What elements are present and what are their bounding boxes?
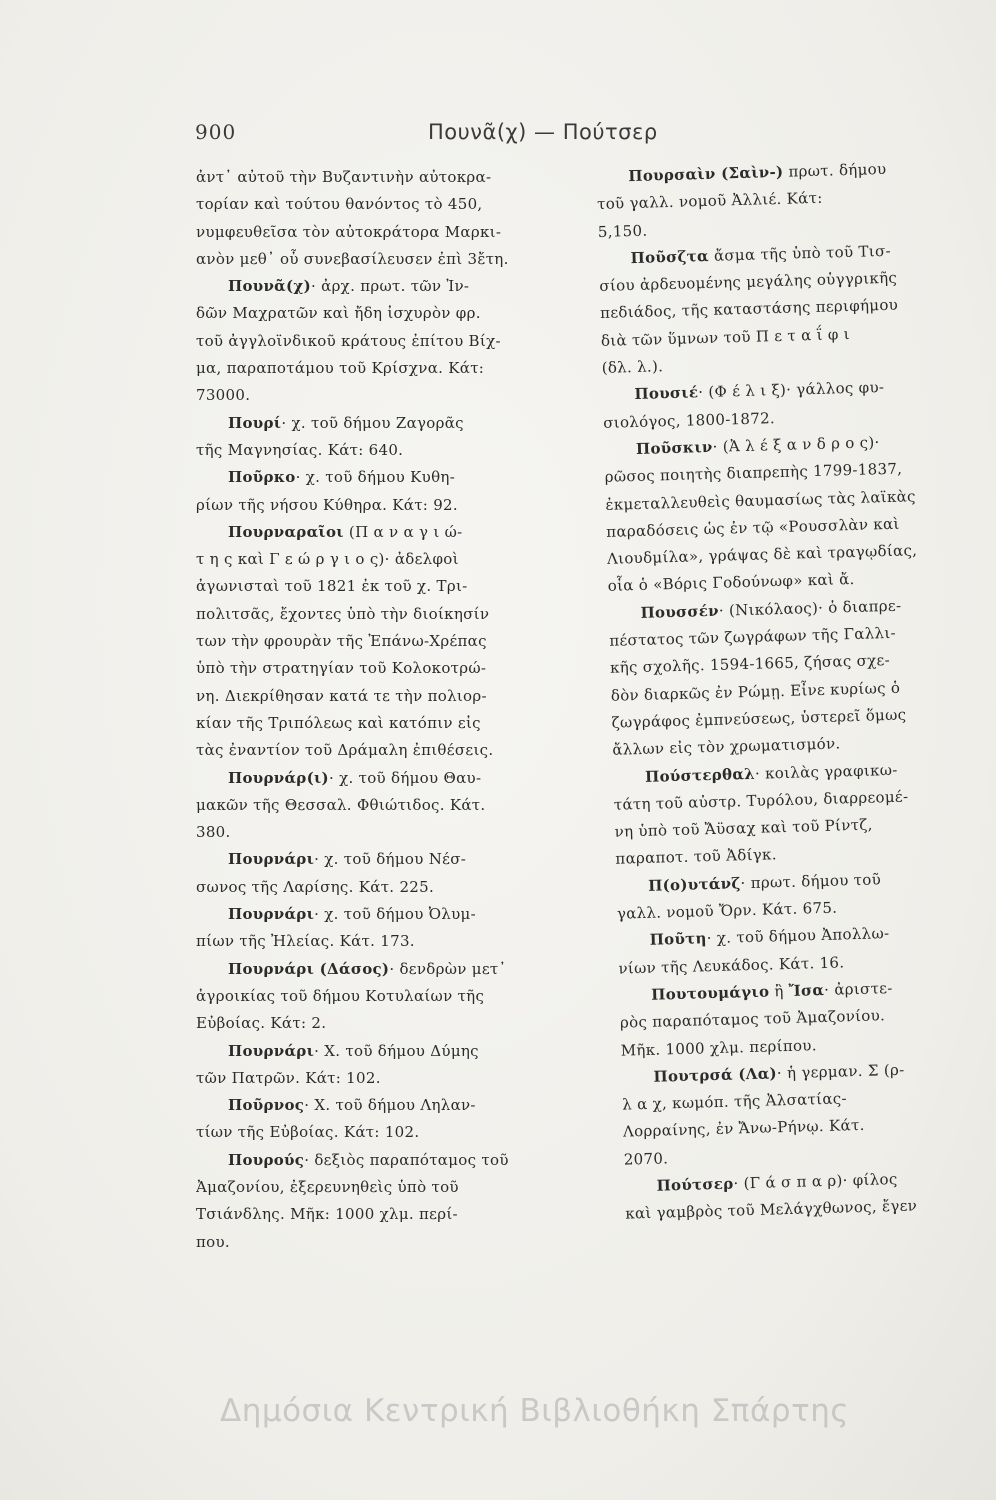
entry-text: · πρωτ. δήμου τοῦ <box>740 870 882 892</box>
text-line <box>196 328 576 355</box>
text-line <box>196 492 576 519</box>
entry-text: ἐκμεταλλευθεὶς θαυμασίως τὰς λαϊκὰς <box>605 486 916 514</box>
text-line <box>196 737 576 764</box>
entry-headword: Ἴσα <box>788 980 825 1000</box>
entry-text: Τσιάνδλης. Μῆκ: 1000 χλμ. περί- <box>196 1205 458 1224</box>
entry-text: · ἀρχ. πρωτ. τῶν Ἰν- <box>311 277 470 296</box>
entry-headword: Πουτουμάγιο <box>650 982 770 1004</box>
text-line <box>196 382 576 409</box>
entry-text: ἀντ᾽ αὐτοῦ τὴν Βυζαντινὴν αὐτοκρα- <box>196 168 492 186</box>
text-line <box>196 219 576 246</box>
entry-headword: Ποῦρκο <box>228 468 296 487</box>
text-line <box>196 655 576 682</box>
entry-text: ζωγράφος ἐμπνεύσεως, ὑστερεῖ ὅμως <box>611 705 907 732</box>
entry-text: διὰ τῶν ὕμνων τοῦ Π ε τ α ΐ φ ι <box>600 324 851 350</box>
entry-text: νη ὑπὸ τοῦ Ἄϋσαχ καὶ τοῦ Ρίντζ, <box>614 815 873 841</box>
text-line <box>196 710 576 737</box>
text-line <box>196 410 576 437</box>
entry-text: ἄσμα τῆς ὑπὸ τοῦ Τισ- <box>708 241 892 265</box>
entry-text: οἷα ὁ «Βόρις Γοδούνωφ» καὶ ἄ. <box>607 570 855 596</box>
entry-text: ἢ <box>768 981 789 1001</box>
text-line <box>196 1119 576 1146</box>
text-line <box>196 901 576 928</box>
entry-text: 73000. <box>196 386 251 405</box>
entry-text: · (Γ ά σ π α ρ)· φίλος <box>733 1169 898 1193</box>
entry-text: ανὸν μεθ᾽ οὗ συνεβασίλευσεν ἐπὶ 3ἔτη. <box>196 249 509 268</box>
entry-text: ρῶσος ποιητὴς διαπρεπὴς 1799-1837, <box>604 459 903 487</box>
text-line <box>196 874 576 901</box>
entry-headword: Πουνᾶ(χ) <box>228 277 311 296</box>
text-line <box>196 956 576 983</box>
entry-text: 5,150. <box>597 221 648 241</box>
entry-text: Ἀμαζονίου, ἐξερευνηθεὶς ὑπὸ τοῦ <box>196 1177 459 1196</box>
text-line <box>196 928 576 955</box>
entry-text: πολιτσᾶς, ἔχοντες ὑπὸ τὴν διοίκησίν <box>196 604 490 623</box>
entry-text: νίων τῆς Λευκάδος. Κάτ. 16. <box>618 952 845 978</box>
entry-text: · κοιλὰς γραφικω- <box>754 760 898 783</box>
entry-headword: Πούτσερ <box>656 1174 734 1195</box>
entry-text: ρὸς παραπόταμος τοῦ Ἀμαζονίου. <box>619 1006 886 1032</box>
entry-text: 380. <box>196 823 231 842</box>
entry-text: παραποτ. τοῦ Ἀδίγκ. <box>615 845 778 869</box>
entry-text: τίων τῆς Εὐβοίας. Κάτ: 102. <box>196 1123 420 1142</box>
entry-headword: Ποῦσζτα <box>630 246 710 267</box>
text-line <box>196 1010 576 1037</box>
entry-text: πεδιάδος, τῆς καταστάσης περιφήμου <box>599 296 899 323</box>
text-line <box>196 601 576 628</box>
entry-text: των τὴν φρουρὰν τῆς Ἐπάνω-Χρέπας <box>196 632 487 651</box>
text-line <box>196 191 576 218</box>
page-number: 900 <box>195 120 237 144</box>
right-column <box>596 153 996 1228</box>
text-line <box>196 983 576 1010</box>
entry-text: Μῆκ. 1000 χλμ. περίπου. <box>620 1035 818 1060</box>
page-header <box>195 120 755 150</box>
entry-text: κῆς σχολῆς. 1594-1665, ζήσας σχε- <box>609 651 891 678</box>
entry-text: καὶ γαμβρὸς τοῦ Μελάγχθωνος, ἔγεν <box>625 1196 918 1223</box>
entry-text: ἀγροικίας τοῦ δήμου Κοτυλαίων τῆς <box>196 986 485 1005</box>
text-line <box>196 792 576 819</box>
entry-headword: Πουρνάρι (Δάσος) <box>228 959 390 978</box>
entry-text: παραδόσεις ὡς ἐν τῷ «Ρουσσλὰν καὶ <box>606 514 900 541</box>
entry-text: · (Ἀ λ έ ξ α ν δ ρ ο ς)· <box>712 433 880 456</box>
entry-headword: Πουρνάρι <box>228 850 315 869</box>
entry-text: · δεξιὸς παραπόταμος τοῦ <box>304 1150 509 1169</box>
entry-text: δῶν Μαχρατῶν καὶ ἤδη ἰσχυρὸν φρ. <box>196 304 481 323</box>
entry-text: νη. Διεκρίθησαν κατά τε τὴν πολιορ- <box>196 686 487 705</box>
entry-text: πίων τῆς Ἠλείας. Κάτ. 173. <box>196 932 415 951</box>
entry-text: · (Φ έ λ ι ξ)· γάλλος φυ- <box>697 378 885 402</box>
entry-text: · χ. τοῦ δήμου Θαυ- <box>328 768 482 787</box>
text-line <box>196 819 576 846</box>
entry-text: τορίαν καὶ τούτου θανόντος τὸ 450, <box>196 195 483 214</box>
text-line <box>196 846 576 873</box>
entry-text: σίου ἀρδευομένης μεγάλης οὑγγρικῆς <box>599 268 898 296</box>
entry-headword: Πουρνάρι <box>228 905 315 924</box>
text-line <box>196 464 576 491</box>
entry-headword: Ποῦρνος <box>228 1096 305 1115</box>
text-line <box>196 1065 576 1092</box>
text-line <box>196 164 576 191</box>
entry-text: πέστατος τῶν ζωγράφων τῆς Γαλλι- <box>609 623 897 650</box>
left-column <box>196 164 576 1256</box>
entry-headword: Ποῦτη <box>649 929 707 950</box>
entry-text: σωνος τῆς Λαρίσης. Κάτ. 225. <box>196 877 435 896</box>
entry-text: ἀγωνισταὶ τοῦ 1821 ἐκ τοῦ χ. Τρι- <box>196 577 468 596</box>
entry-text: τάτη τοῦ αὐστρ. Τυρόλου, διαρρεομέ- <box>613 787 909 814</box>
text-line <box>196 300 576 327</box>
entry-headword: Πουρνάρι <box>228 1041 315 1060</box>
text-line <box>196 1174 576 1201</box>
entry-text: μα, παραποτάμου τοῦ Κρίσχνα. Κάτ: <box>196 359 485 378</box>
text-line <box>196 355 576 382</box>
entry-text: ὑπὸ τὴν στρατηγίαν τοῦ Κολοκοτρώ- <box>196 659 487 678</box>
entry-headword: Πουσιέ <box>634 383 699 404</box>
text-line <box>196 1201 576 1228</box>
entry-text: τοῦ ἀγγλοϊνδικοῦ κράτους ἐπίτου Βίχ- <box>196 331 501 350</box>
text-line <box>196 1092 576 1119</box>
text-line <box>196 546 576 573</box>
text-line <box>196 628 576 655</box>
entry-text: · ἀριστε- <box>823 978 893 999</box>
entry-text: Λιουδμίλα», γράψας δὲ καὶ τραγῳδίας, <box>606 541 918 568</box>
entry-headword: Πουρσαὶν (Σαὶν-) <box>628 162 784 186</box>
text-line <box>196 273 576 300</box>
entry-headword: Πουρνάρ(ι) <box>228 768 329 787</box>
text-line <box>196 519 576 546</box>
entry-text: · χ. τοῦ δήμου Ζαγορᾶς <box>281 413 464 432</box>
entry-text: · χ. τοῦ δήμου Νέσ- <box>314 850 467 869</box>
entry-text: · χ. τοῦ δήμου Κυθη- <box>295 468 456 487</box>
entry-text: τῶν Πατρῶν. Κάτ: 102. <box>196 1068 381 1087</box>
entry-text: τὰς ἐναντίον τοῦ Δράμαλη ἐπιθέσεις. <box>196 741 494 760</box>
entry-headword: Π(ο)υτάνζ <box>647 873 741 895</box>
entry-text: σιολόγος, 1800-1872. <box>602 408 776 432</box>
entry-text: ἄλλων εἰς τὸν χρωματισμόν. <box>612 734 841 760</box>
entry-text: 2070. <box>623 1149 669 1169</box>
entry-text: (Π α ν α γ ι ώ- <box>343 522 463 541</box>
entry-text: νυμφευθεῖσα τὸν αὐτοκράτορα Μαρκι- <box>196 222 502 241</box>
entry-headword: Πούστερθαλ <box>644 764 756 786</box>
entry-text: τῆς Μαγνησίας. Κάτ: 640. <box>196 440 404 459</box>
entry-headword: Πουτρσά (Λα) <box>653 1064 778 1086</box>
entry-text: · χ. τοῦ δήμου Ἀπολλω- <box>706 924 890 948</box>
entry-text: δὸν διαρκῶς ἐν Ρώμῃ. Εἶνε κυρίως ὁ <box>610 678 901 705</box>
text-line <box>196 1038 576 1065</box>
entry-text: · Χ. τοῦ δήμου Δύμης <box>314 1041 479 1060</box>
library-watermark: Δημόσια Κεντρική Βιβλιοθήκη Σπάρτης <box>220 1393 850 1429</box>
entry-headword: Πουρναραῖοι <box>228 522 344 541</box>
entry-text: · Χ. τοῦ δήμου Ληλαν- <box>304 1096 476 1115</box>
entry-text: πρωτ. δήμου <box>783 159 887 181</box>
entry-headword: Πουρούς <box>228 1150 305 1169</box>
entry-text: (δλ. λ.). <box>601 357 664 377</box>
entry-text: κίαν τῆς Τριπόλεως καὶ κατόπιν εἰς <box>196 713 481 732</box>
entry-text: · χ. τοῦ δήμου Ὀλυμ- <box>314 905 476 924</box>
entry-text: που. <box>196 1232 230 1251</box>
entry-text: · δενδρὼν μετ᾽ <box>389 959 507 978</box>
entry-text: Εὐβοίας. Κάτ: 2. <box>196 1014 327 1033</box>
text-line <box>196 683 576 710</box>
text-line <box>196 573 576 600</box>
entry-text: · ἡ γερμαν. Σ (ρ- <box>776 1060 905 1083</box>
entry-headword: Πουσσέν <box>640 601 720 622</box>
entry-text: γαλλ. νομοῦ Ὄρν. Κάτ. 675. <box>616 898 838 923</box>
text-line <box>196 1229 576 1256</box>
entry-text: λ α χ, κωμόπ. τῆς Ἀλσατίας- <box>622 1089 848 1114</box>
entry-text: Λορραίνης, ἐν Ἄνω-Ρήνῳ. Κάτ. <box>622 1116 865 1142</box>
entry-text: · (Νικόλαος)· ὁ διαπρε- <box>718 596 902 620</box>
entry-headword: Ποῦσκιν <box>635 437 713 458</box>
text-line <box>196 765 576 792</box>
entry-text: τοῦ γαλλ. νομοῦ Ἀλλιέ. Κάτ: <box>596 188 823 214</box>
entry-text: τ η ς καὶ Γ ε ώ ρ γ ι ο ς)· ἀδελφοὶ <box>196 550 459 569</box>
running-title: Πουνᾶ(χ) — Πούτσερ <box>428 120 658 144</box>
text-line <box>196 437 576 464</box>
entry-headword: Πουρί <box>228 413 282 432</box>
entry-text: μακῶν τῆς Θεσσαλ. Φθιώτιδος. Κάτ. <box>196 795 486 814</box>
text-line <box>196 246 576 273</box>
entry-text: ρίων τῆς νήσου Κύθηρα. Κάτ: 92. <box>196 495 458 514</box>
text-line <box>196 1147 576 1174</box>
